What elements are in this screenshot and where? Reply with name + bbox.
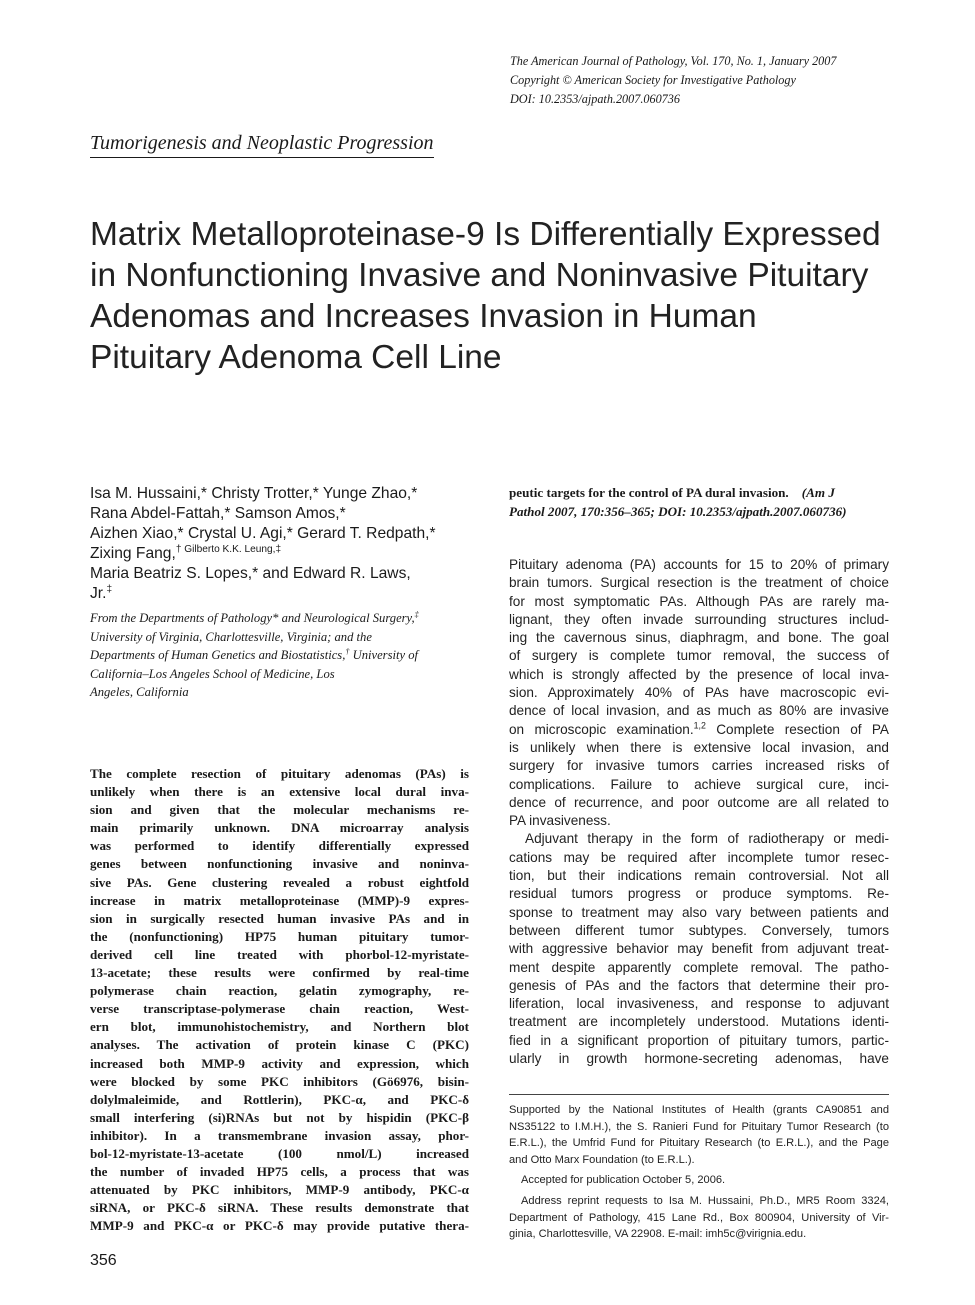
article-title	[90, 214, 910, 378]
abstract-line: the number of invaded HP75 cells, a process that was	[90, 1164, 469, 1180]
footnote-line: E.R.L.), the Umfrid Fund for Pituitary Research (to E.R.L.), and the Page	[509, 1137, 889, 1150]
affiliation-line	[90, 646, 470, 665]
author-line	[90, 584, 480, 604]
body-line: dence of local invasion, and as much as 80% are invasive	[509, 703, 889, 719]
footnote-line: Department of Pathology, 415 Lane Rd., Box 800904, University of Vir-	[509, 1211, 889, 1224]
abstract-line: the (nonfunctioning) HP75 human pituitary tumor-	[90, 928, 469, 944]
body-line: surgery for invasive tumors carries increased risks of	[509, 758, 889, 774]
affiliation-mark: †	[345, 647, 350, 656]
affiliation-text: Departments of Human Genetics and Biostatistics,	[90, 648, 346, 663]
abstract-line: ern blot, immunohistochemistry, and Northern blot	[90, 1019, 469, 1035]
affiliation-mark: ‡	[275, 543, 282, 555]
affiliation-line: Angeles, California	[90, 685, 189, 700]
body-line: with aggressive behavior may benefit from adjuvant treat-	[509, 941, 889, 957]
abstract-line: sion and given that the molecular mechanisms re-	[90, 802, 469, 818]
body-line: cations may be required after incomplete tumor resec-	[509, 849, 889, 865]
abstract-line: MMP-9 and PKC-α or PKC-δ may provide putative thera-	[90, 1218, 469, 1234]
author-line: Rana Abdel-Fattah,* Samson Amos,*	[90, 505, 346, 522]
abstract-line: derived cell line treated with phorbol-12-myristate-	[90, 946, 469, 962]
abstract-continued	[509, 484, 889, 521]
title-line: in Nonfunctioning Invasive and Noninvasive Pituitary	[90, 257, 869, 294]
body-line: Adjuvant therapy in the form of radiotherapy or medi-	[525, 831, 889, 847]
abstract-line: analyses. The activation of protein kinase C (PKC)	[90, 1037, 469, 1053]
affiliation-mark: ‡	[106, 583, 113, 595]
abstract-line: 13-acetate; these results were confirmed by real-time	[90, 965, 469, 981]
body-line: complications. Failure to achieve surgical cure, inci-	[509, 776, 889, 792]
abstract-line: sion in surgically resected human invasive PAs and in	[90, 910, 469, 926]
body-line: lignant, they often invade surrounding structures includ-	[509, 611, 889, 627]
abstract-line: bol-12-myristate-13-acetate (100 nmol/L) increased	[90, 1145, 469, 1161]
author-line: Aizhen Xiao,* Crystal U. Agi,* Gerard T. Redpath,*	[90, 525, 436, 542]
body-line: treatment are incompletely understood. Mutations identi-	[509, 1014, 889, 1030]
body-line: between different tumor subtypes. Conversely, tumors	[509, 922, 889, 938]
body-line: genesis of PAs and the factors that determine their pro-	[509, 977, 889, 993]
abstract-continued-line	[509, 484, 889, 503]
affiliation-line: California–Los Angeles School of Medicine, Los	[90, 666, 335, 681]
abstract-line: were blocked by some PKC inhibitors (Gö6976, bisin-	[90, 1073, 469, 1089]
body-line: for most symptomatic PAs. Although PAs are rarely ma-	[509, 593, 889, 609]
footnote-accepted: Accepted for publication October 5, 2006.	[521, 1174, 726, 1187]
abstract-line: small interfering (si)RNAs but not by hispidin (PKC-β	[90, 1109, 469, 1125]
body-line: liferation, local invasiveness, and response to adjuvant	[509, 996, 889, 1012]
abstract-line: siRNA, or PKC-δ siRNA. These results demonstrate that	[90, 1200, 469, 1216]
abstract-continued-line	[509, 503, 889, 522]
abstract	[90, 765, 469, 1235]
body-line: of surgery is complete tumor removal, the success of	[509, 648, 889, 664]
affiliation-line: University of Virginia, Charlottesville, Virginia; and the	[90, 629, 372, 644]
abstract-continued-text: peutic targets for the control of PA dural invasion.	[509, 485, 789, 500]
author-list	[90, 484, 480, 604]
author-line	[90, 544, 480, 564]
title-line: Adenomas and Increases Invasion in Human	[90, 298, 757, 335]
abstract-line: genes between nonfunctioning invasive and noninva-	[90, 856, 469, 872]
affiliation-line	[90, 609, 470, 628]
author-line: Isa M. Hussaini,* Christy Trotter,* Yunge Zhao,*	[90, 485, 418, 502]
abstract-line: verse transcriptase-polymerase chain reaction, West-	[90, 1001, 469, 1017]
footnote-line: NS35122 to I.M.H.), the S. Ranieri Fund for Pituitary Tumor Research (to	[509, 1120, 889, 1133]
author-text: Zixing Fang,	[90, 545, 176, 562]
body-line: PA invasiveness.	[509, 813, 611, 829]
body-line: which is strongly affected by the presence of local inva-	[509, 666, 889, 682]
body-line: residual tumors progress or produce symptoms. Re-	[509, 886, 889, 902]
footnote-line: and Otto Marx Foundation (to E.R.L.).	[509, 1153, 695, 1166]
affiliation-mark: ‡	[414, 609, 419, 619]
footnote-email: ginia, Charlottesville, VA 22908. E-mail: imh5c@virignia.edu.	[509, 1228, 807, 1241]
author-line: Maria Beatriz S. Lopes,* and Edward R. Laws,	[90, 565, 411, 582]
section-heading: Tumorigenesis and Neoplastic Progression	[90, 132, 434, 158]
footnote-divider	[509, 1094, 889, 1095]
body-text-span: on microscopic examination.	[509, 721, 694, 737]
footnote-line: Address reprint requests to Isa M. Hussaini, Ph.D., MR5 Room 3324,	[521, 1194, 889, 1207]
abstract-line: main primarily unknown. DNA microarray analysis	[90, 820, 469, 836]
abstract-line: increase in matrix metalloproteinase (MMP)-9 expres-	[90, 892, 469, 908]
body-text-span: Complete resection of PA	[705, 721, 889, 737]
body-line: ment despite apparently complete removal. The patho-	[509, 959, 889, 975]
body-line	[509, 721, 889, 739]
author-text-sup: † Gilberto K.K. Leung,	[175, 543, 276, 555]
affiliation	[90, 609, 470, 702]
body-line: fied in a significant proportion of pituitary tumors, partic-	[509, 1032, 889, 1048]
citation: Pathol 2007, 170:356–365; DOI: 10.2353/ajpath.2007.060736)	[509, 503, 847, 519]
title-line: Matrix Metalloproteinase-9 Is Differentially Expressed	[90, 216, 881, 253]
footnote-line: Supported by the National Institutes of Health (grants CA90851 and	[509, 1104, 889, 1116]
citation: (Am J	[801, 485, 835, 500]
body-line: sponse to treatment may also vary between patients and	[509, 904, 889, 920]
body-line: sion. Approximately 40% of PAs have macroscopic evi-	[509, 685, 889, 701]
abstract-line: attenuated by PKC inhibitors, MMP-9 antibody, PKC-α	[90, 1182, 469, 1198]
footnotes	[509, 1102, 889, 1243]
abstract-line: was performed to identify differentially expressed	[90, 838, 469, 854]
body-line: ing the cavernous sinus, diaphragm, and bone. The goal	[509, 630, 889, 646]
abstract-line: polymerase chain reaction, gelatin zymography, re-	[90, 983, 469, 999]
abstract-line: sive PAs. Gene clustering revealed a robust eightfold	[90, 874, 469, 890]
body-line: tion, but their indications remain controversial. Not all	[509, 868, 889, 884]
body-line: ularly in growth hormone-secreting adenomas, have	[509, 1051, 889, 1067]
body-text	[509, 556, 889, 1068]
abstract-line: dolylmaleimide, and Rottlerin), PKC-α, and PKC-δ	[90, 1091, 469, 1107]
abstract-line: The complete resection of pituitary adenomas (PAs) is	[90, 766, 469, 781]
body-line: brain tumors. Surgical resection is the treatment of choice	[509, 575, 889, 591]
body-line: dence of recurrence, and poor outcome are all related to	[509, 794, 889, 810]
journal-doi: DOI: 10.2353/ajpath.2007.060736	[510, 92, 680, 106]
body-line: is unlikely when there is extensive local invasion, and	[509, 739, 889, 755]
reference-mark: 1,2	[693, 720, 706, 731]
abstract-line: unlikely when there is an extensive local dural inva-	[90, 784, 469, 800]
page-number: 356	[90, 1252, 117, 1269]
journal-copyright: Copyright © American Society for Investigative Pathology	[510, 73, 796, 87]
body-line: Pituitary adenoma (PA) accounts for 15 to 20% of primary	[509, 557, 889, 572]
affiliation-text: University of	[349, 648, 419, 663]
title-line: Pituitary Adenoma Cell Line	[90, 339, 502, 376]
journal-citation: The American Journal of Pathology, Vol. 170, No. 1, January 2007	[510, 54, 837, 68]
affiliation-text: From the Departments of Pathology* and Neurological Surgery,	[90, 611, 415, 625]
abstract-line: inhibitor). In a transmembrane invasion assay, phor-	[90, 1127, 469, 1143]
abstract-line: increased both MMP-9 activity and expression, which	[90, 1055, 469, 1071]
author-text: Jr.	[90, 585, 107, 602]
journal-header	[510, 52, 950, 109]
